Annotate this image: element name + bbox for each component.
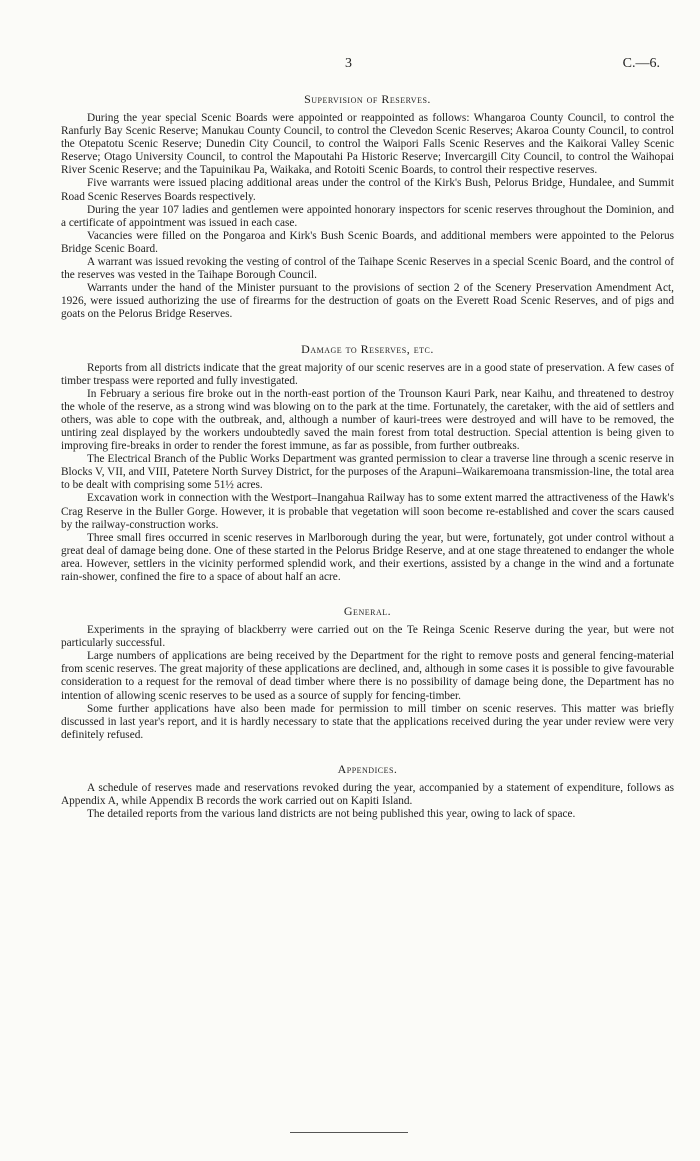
paragraph: In February a serious fire broke out in the north-east portion of the Trounson Kauri Park, near Kaihu, and threatened to destroy the whole of the reserve, as a strong wind was blowing on to the park at the time. Fortunately, the caretaker, with the aid of settlers and others, was able to cope with the outbreak, and, although a number of kauri-trees were destroyed and will have to be removed, the untiring zeal displayed by the workers undoubtedly saved the main forest from total destruction. Special attention is being given to improving fire-breaks in order to render the forest immune, as far as possible, from further outbreaks. xyxy=(61,387,674,453)
paragraph: Warrants under the hand of the Minister pursuant to the provisions of section 2 of the Scenery Preservation Amendment Act, 1926, were issued authorizing the use of firearms for the destruction of goats on the Everett Road Scenic Reserves, and of pigs and goats on the Pelorus Bridge Reserves. xyxy=(61,282,674,321)
section-heading: Damage to Reserves, etc. xyxy=(301,341,434,356)
section-general xyxy=(61,604,674,742)
section-heading: Appendices. xyxy=(337,761,398,776)
paragraph: Excavation work in connection with the Westport–Inangahua Railway has to some extent marred the attractiveness of the Hawk's Crag Reserve in the Buller Gorge. However, it is probable that vegetation will soon become re-established and cover the scars caused by the railway-construction works. xyxy=(61,492,674,531)
paragraph: During the year special Scenic Boards were appointed or reappointed as follows: Whangaroa County Council, to control the Ranfurly Bay Scenic Reserve; Manukau County Council, to control the Clevedon Scenic Reserves; Akaroa County Council, to control the Otepatotu Scenic Reserve; Dunedin City Council, to control the Waipori Falls Scenic Reserves and the Kaikorai Valley Scenic Reserve; Otago University Council, to control the Mapoutahi Pa Historic Reserve; Invercargill City Council, to control the Waihopai River Scenic Reserve; and the Tapuinikau Pa, Waikaka, and Rotoiti Scenic Boards, to control their respective reserves. xyxy=(61,112,674,177)
section-heading: General. xyxy=(343,604,392,619)
paragraph: Three small fires occurred in scenic reserves in Marlborough during the year, but were, fortunately, got under control without a great deal of damage being done. One of these started in the Pelorus Bridge Reserve, and at one stage threatened to endanger the whole area. However, settlers in the vicinity performed splendid work, and their exertions, assisted by a change in the wind and a fortunate rain-shower, confined the fire to a space of about half an acre. xyxy=(61,531,674,583)
paragraph: A schedule of reserves made and reservations revoked during the year, accompanied by a statement of expenditure, follows as Appendix A, while Appendix B records the work carried out on Kapiti Island. xyxy=(61,781,674,808)
paragraph: Experiments in the spraying of blackberry were carried out on the Te Reinga Scenic Reserve during the year, but were not particularly successful. xyxy=(61,624,674,650)
section-supervision-of-reserves xyxy=(61,92,674,322)
paragraph: Large numbers of applications are being received by the Department for the right to remove posts and general fencing-material from scenic reserves. The great majority of these applications are declined, and, although in some cases it is possible to give favourable consideration to a request for the removal of dead timber where there is no possibility of damage being done, the Department has no intention of allowing scenic reserves to be used as a source of supply for fencing-timber. xyxy=(61,650,674,702)
paragraph: The detailed reports from the various land districts are not being published this year, owing to lack of space. xyxy=(87,808,576,821)
end-rule xyxy=(290,1132,408,1133)
paragraph: Vacancies were filled on the Pongaroa and Kirk's Bush Scenic Boards, and additional members were appointed to the Pelorus Bridge Scenic Board. xyxy=(61,229,674,255)
paragraph: During the year 107 ladies and gentlemen were appointed honorary inspectors for scenic reserves throughout the Dominion, and a certificate of appointment was issued in each case. xyxy=(61,203,674,229)
paragraph: Reports from all districts indicate that the great majority of our scenic reserves are in a good state of preservation. A few cases of timber trespass were reported and fully investigated. xyxy=(61,361,674,387)
paragraph: Five warrants were issued placing additional areas under the control of the Kirk's Bush, Pelorus Bridge, Hundalee, and Summit Road Scenic Reserves Boards respectively. xyxy=(61,177,674,203)
paragraph: A warrant was issued revoking the vesting of control of the Taihape Scenic Reserves in a special Scenic Board, and the control of the reserves was vested in the Taihape Borough Council. xyxy=(61,256,674,282)
paragraph: Some further applications have also been made for permission to mill timber on scenic reserves. This matter was briefly discussed in last year's report, and it is hardly necessary to state that the applications received during the year under review were very definitely refused. xyxy=(61,702,674,741)
document-reference: C.—6. xyxy=(622,56,660,71)
section-damage-to-reserves xyxy=(61,342,674,585)
section-appendices xyxy=(61,762,674,821)
document-body xyxy=(61,92,674,821)
paragraph: The Electrical Branch of the Public Works Department was granted permission to clear a traverse line through a scenic reserve in Blocks V, VII, and VIII, Patetere North Survey District, for the purposes of the Arapuni–Waikaremoana transmission-line, the total area to be dealt with comprising some 51½ acres. xyxy=(61,453,674,492)
page-number: 3 xyxy=(345,56,352,71)
section-heading: Supervision of Reserves. xyxy=(304,92,431,106)
